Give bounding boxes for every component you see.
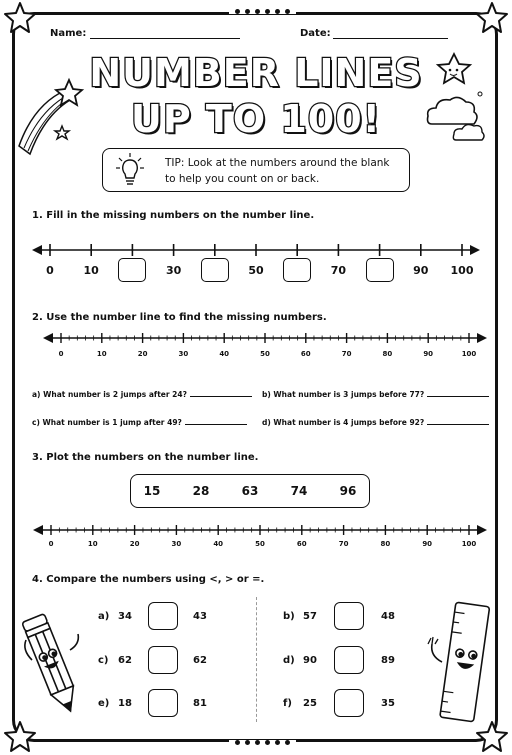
tick-label: 70 — [341, 350, 352, 358]
q2-answer-d[interactable] — [427, 424, 489, 425]
q1-blank-box[interactable] — [118, 258, 146, 282]
q4-answer-box-c[interactable] — [148, 646, 178, 674]
q4-right-number: 81 — [193, 698, 207, 709]
ruler-character-icon — [420, 600, 500, 725]
q4-right-number: 43 — [193, 611, 207, 622]
tick-label: 60 — [300, 350, 311, 358]
q2-question-c — [32, 418, 247, 427]
q4-answer-box-a[interactable] — [148, 602, 178, 630]
q3-number: 96 — [339, 484, 357, 498]
q4-letter: c) — [98, 655, 109, 666]
q1-label: 70 — [330, 264, 347, 277]
q2-answer-c[interactable] — [185, 424, 247, 425]
q1-blank-box[interactable] — [201, 258, 229, 282]
q4-letter: f) — [283, 698, 292, 709]
q4-divider — [256, 597, 257, 722]
q3-number: 28 — [192, 484, 210, 498]
q1-blank-box[interactable] — [283, 258, 311, 282]
q4-answer-box-b[interactable] — [334, 602, 364, 630]
star-icon — [477, 722, 507, 751]
q4-right-number: 48 — [381, 611, 395, 622]
q2-question-b-text: b) What number is 3 jumps before 77? — [262, 390, 425, 399]
q4-left-number: 62 — [118, 655, 132, 666]
q1-label: 50 — [248, 264, 264, 277]
tick-label: 40 — [213, 540, 224, 548]
shooting-star-icon — [14, 74, 94, 164]
q2-question-c-text: c) What number is 1 jump after 49? — [32, 418, 182, 427]
q4-left-number: 57 — [303, 611, 317, 622]
tip-line-2: to help you count on or back. — [165, 173, 320, 185]
tick-label: 40 — [219, 350, 230, 358]
arrow-left-icon — [32, 245, 42, 255]
q3-number: 63 — [241, 484, 259, 498]
q2-question-d — [262, 418, 489, 427]
tick-label: 80 — [382, 350, 393, 358]
pencil-character-icon — [18, 610, 88, 725]
q4-answer-box-e[interactable] — [148, 689, 178, 717]
q1-prompt: 1. Fill in the missing numbers on the number line. — [32, 210, 315, 221]
tick-label: 90 — [423, 350, 434, 358]
q3-prompt: 3. Plot the numbers on the number line. — [32, 452, 259, 463]
q3-number: 15 — [143, 484, 161, 498]
arrow-left-icon — [43, 333, 53, 343]
q4-answer-box-f[interactable] — [334, 689, 364, 717]
tip-label: TIP: — [165, 157, 185, 169]
tick-label: 80 — [380, 540, 391, 548]
arrow-right-icon — [477, 333, 487, 343]
tick-label: 30 — [178, 350, 189, 358]
arrow-left-icon — [33, 525, 43, 535]
q2-prompt: 2. Use the number line to find the missing numbers. — [32, 312, 327, 323]
q2-question-b — [262, 390, 489, 399]
cloud-icon — [420, 52, 500, 152]
name-field[interactable] — [90, 38, 240, 39]
tick-label: 50 — [255, 540, 265, 548]
tick-label: 100 — [461, 540, 477, 548]
star-icon — [5, 3, 35, 32]
q4-right-number: 62 — [193, 655, 207, 666]
date-field[interactable] — [333, 38, 448, 39]
arrow-right-icon — [477, 525, 487, 535]
q4-letter: d) — [283, 655, 295, 666]
tick-label: 20 — [137, 350, 148, 358]
name-label: Name: — [50, 28, 87, 39]
tick-label: 20 — [129, 540, 140, 548]
tick-label: 0 — [58, 350, 64, 358]
q1-label: 10 — [83, 264, 99, 277]
tick-label: 10 — [96, 350, 107, 358]
q2-answer-b[interactable] — [427, 396, 489, 397]
q4-letter: b) — [283, 611, 295, 622]
q3-number: 74 — [290, 484, 308, 498]
tick-label: 70 — [338, 540, 349, 548]
q4-left-number: 34 — [118, 611, 132, 622]
q4-left-number: 90 — [303, 655, 317, 666]
star-icon — [5, 722, 35, 751]
q4-left-number: 18 — [118, 698, 132, 709]
q4-right-number: 35 — [381, 698, 395, 709]
q1-blank-box[interactable] — [366, 258, 394, 282]
q4-answer-box-d[interactable] — [334, 646, 364, 674]
tip-text — [165, 155, 390, 187]
star-icon — [477, 3, 507, 32]
tick-label: 0 — [48, 540, 54, 548]
q2-question-d-text: d) What number is 4 jumps before 92? — [262, 418, 425, 427]
q4-prompt: 4. Compare the numbers using <, > or =. — [32, 574, 265, 585]
q1-label: 100 — [450, 264, 474, 277]
q2-question-a-text: a) What number is 2 jumps after 24? — [32, 390, 187, 399]
q4-letter: e) — [98, 698, 110, 709]
lightbulb-icon — [115, 152, 145, 188]
q2-question-a — [32, 390, 252, 399]
title-line-2: UP TO 100! — [130, 97, 382, 141]
title-line-1: NUMBER LINES — [89, 51, 423, 95]
tick-label: 90 — [422, 540, 433, 548]
tick-label: 10 — [87, 540, 98, 548]
q1-label: 30 — [165, 264, 182, 277]
q1-label: 90 — [413, 264, 429, 277]
tip-line-1: Look at the numbers around the blank — [187, 157, 390, 169]
date-label: Date: — [300, 28, 331, 39]
tick-label: 30 — [171, 540, 182, 548]
tick-label: 60 — [296, 540, 307, 548]
q2-answer-a[interactable] — [190, 396, 252, 397]
arrow-right-icon — [470, 245, 480, 255]
tick-label: 100 — [461, 350, 477, 358]
q4-letter: a) — [98, 611, 110, 622]
q1-label: 0 — [46, 264, 54, 277]
q4-right-number: 89 — [381, 655, 395, 666]
q4-left-number: 25 — [303, 698, 317, 709]
tip-box — [102, 148, 410, 192]
q2-number-line — [0, 328, 512, 358]
tick-label: 50 — [260, 350, 270, 358]
